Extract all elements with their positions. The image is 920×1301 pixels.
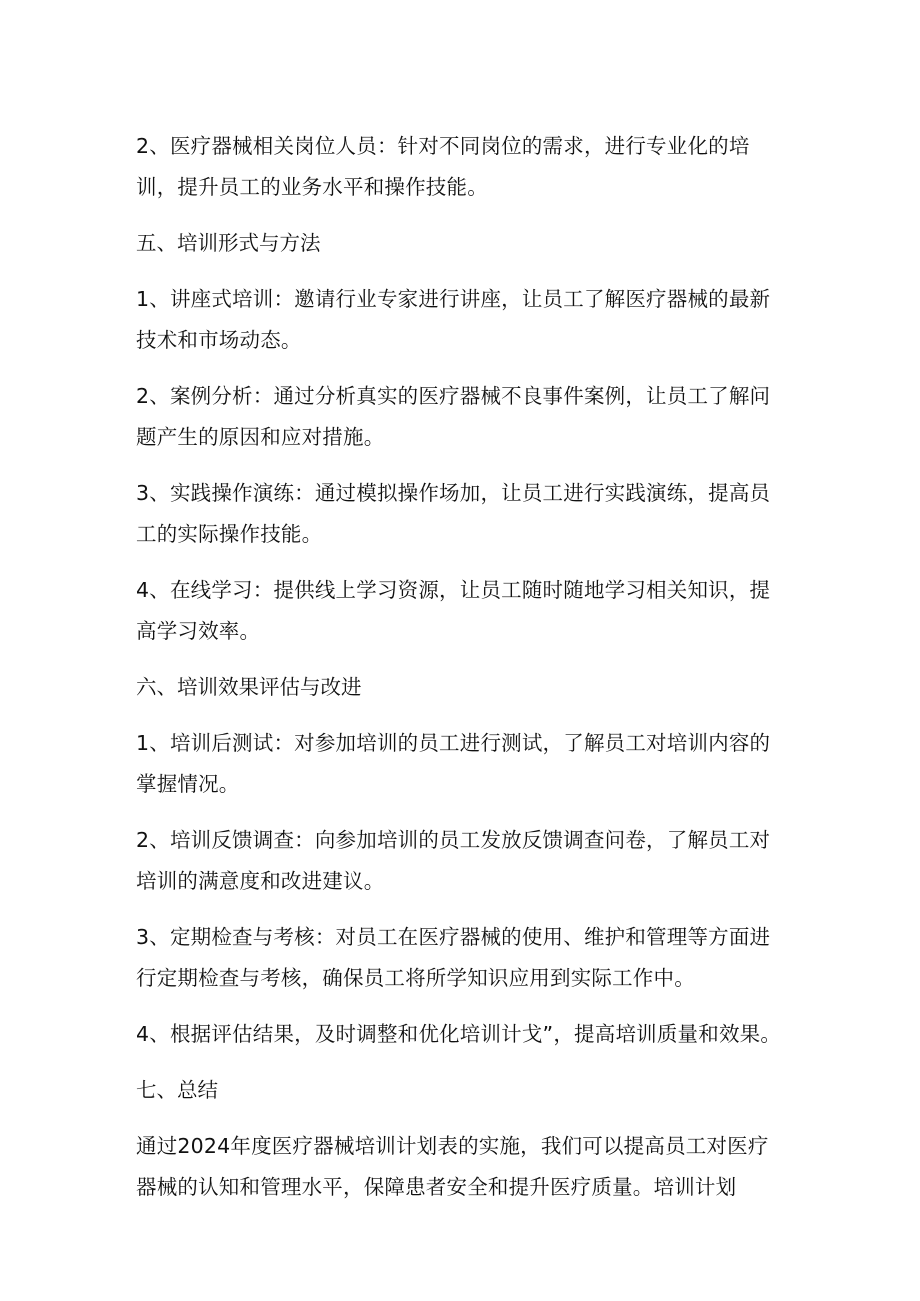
- paragraph-item-2-staff: 2、医疗器械相关岗位人员：针对不同岗位的需求，进行专业化的培训，提升员工的业务水平和操作技能。: [136, 134, 750, 199]
- paragraph-item-inspection: 3、定期检查与考核：对员工在医疗器械的使用、维护和管理等方面进行定期检查与考核，确保员工将所学知识应用到实际工作中。: [136, 925, 771, 990]
- paragraph-item-practice: 3、实践操作演练：通过模拟操作场加，让员工进行实践演练，提高员工的实际操作技能。: [136, 481, 771, 546]
- section-heading-5: 五、培训形式与方法: [136, 231, 321, 255]
- paragraph-summary: 通过2024年度医疗器械培训计划表的实施，我们可以提高员工对医疗器械的认知和管理水平，保障患者安全和提升医疗质量。培训计划: [136, 1134, 769, 1199]
- section-heading-6: 六、培训效果评估与改进: [136, 675, 362, 699]
- paragraph-item-test: 1、培训后测试：对参加培训的员工进行测试，了解员工对培训内容的掌握情况。: [136, 731, 771, 796]
- paragraph-item-adjust: 4、根据评估结果，及时调整和优化培训计戈”，提高培训质量和效果。: [136, 1022, 782, 1046]
- document-body: [136, 126, 786, 1223]
- paragraph-item-lecture: 1、讲座式培训：邀请行业专家进行讲座，让员工了解医疗器械的最新技术和市场动态。: [136, 287, 771, 352]
- section-heading-7: 七、总结: [136, 1078, 218, 1102]
- paragraph-item-online: 4、在线学习：提供线上学习资源，让员工随时随地学习相关知识，提高学习效率。: [136, 578, 771, 643]
- paragraph-item-case-analysis: 2、案例分析：通过分析真实的医疗器械不良事件案例，让员工了解问题产生的原因和应对措施。: [136, 384, 771, 449]
- paragraph-item-feedback: 2、培训反馈调查：向参加培训的员工发放反馈调查问卷，了解员工对培训的满意度和改进建议。: [136, 828, 771, 893]
